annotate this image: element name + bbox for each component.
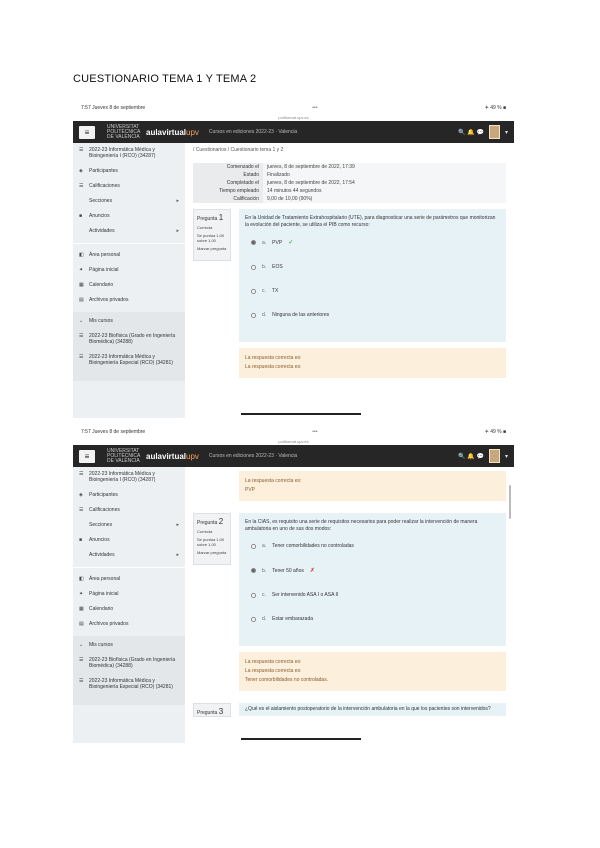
sidebar-course-item[interactable]: [79, 333, 179, 345]
course-item-label: 2022-23 Biofísica (Grado en Ingeniería Biomédica) (34288): [89, 657, 176, 669]
question-label: Pregunta: [197, 216, 218, 222]
sidebar-item-label: Calificaciones: [89, 507, 120, 513]
brand-name: aulavirtual: [146, 451, 187, 461]
sidebar-course-item[interactable]: [79, 678, 179, 690]
sidebar-course-item[interactable]: [79, 354, 179, 366]
sidebar-course-item[interactable]: [79, 657, 179, 669]
chevron-right-icon: ▸: [176, 552, 179, 558]
answer-option[interactable]: [245, 567, 500, 574]
summary-value: 9,00 de 10,00 (90%): [263, 195, 506, 203]
answer-option[interactable]: [245, 312, 500, 318]
option-letter: c.: [262, 288, 266, 294]
calendar-icon: ▦: [79, 606, 84, 612]
question-number: [197, 213, 227, 222]
summary-row: [193, 171, 506, 179]
summary-key: Completado el: [193, 179, 263, 187]
my-courses-label: Mis cursos: [89, 318, 113, 324]
sidebar-item-label: Calendario: [89, 606, 114, 612]
university-logo[interactable]: UNIVERSITAT POLITÈCNICA DE VALÈNCIA: [107, 447, 141, 464]
sidebar-item-label: Página inicial: [89, 267, 119, 273]
status-dots: •••: [312, 429, 318, 435]
flag-question-link[interactable]: Marcar pregunta: [197, 550, 227, 555]
question-text: ¿Qué es el aislamiento postoperatorio de la intervención ambulatoria en la que los pacientes son intervenidos?: [245, 706, 491, 712]
option-letter: d.: [262, 312, 267, 318]
grades-icon: ☰: [79, 183, 84, 189]
answer-option[interactable]: [245, 264, 500, 270]
feedback-line: PVP: [245, 487, 256, 493]
course-item-label: 2022-23 Informática Médica y Bioingeniería Especial (RCO) (34281): [89, 354, 173, 366]
option-text: Tener 50 años: [272, 567, 304, 574]
chevron-right-icon: ▸: [176, 198, 179, 204]
question-label: Pregunta: [197, 520, 218, 526]
chevron-right-icon: ▸: [176, 228, 179, 234]
sidebar: [73, 143, 185, 418]
feedback-line: La respuesta correcta es:: [245, 478, 302, 484]
option-text: Estar embarazada: [272, 616, 314, 622]
summary-value: jueves, 8 de septiembre de 2022, 17:54: [263, 179, 506, 187]
sidebar-item-label: Secciones: [89, 522, 113, 528]
sidebar-course-label: 2022-23 Informática Médica y Bioingeniería I (RCO) (34287): [89, 147, 156, 159]
question-number: [197, 517, 227, 526]
status-dots: •••: [312, 105, 318, 111]
sidebar-item-area-personal[interactable]: [79, 252, 179, 258]
question-number-value: 3: [218, 707, 224, 716]
sidebar-item-label: Secciones: [89, 198, 113, 204]
chevron-right-icon: ▸: [176, 522, 179, 528]
radio-button[interactable]: [251, 593, 256, 598]
question-body: [239, 209, 506, 378]
option-letter: a.: [262, 543, 267, 549]
summary-key: Estado: [193, 171, 263, 179]
sidebar-item-secciones[interactable]: [79, 198, 179, 204]
summary-value: 14 minutos 44 segundos: [263, 187, 506, 195]
summary-key: Tiempo empleado: [193, 187, 263, 195]
feedback-line: La respuesta correcta es:: [245, 668, 302, 674]
sidebar-item-label: Área personal: [89, 252, 121, 258]
sidebar-item-label: Archivos privados: [89, 621, 129, 627]
url-bar[interactable]: poliformat.upv.es: [278, 439, 309, 444]
my-courses-toggle[interactable]: [79, 642, 179, 648]
dashboard-icon: ◧: [79, 252, 84, 258]
option-letter: d.: [262, 616, 267, 622]
sidebar-item-area-personal[interactable]: [79, 576, 179, 582]
question-block: [193, 209, 506, 378]
question-state: Correcta: [197, 529, 213, 534]
course-icon: ☰: [79, 471, 84, 477]
sidebar-item-label: Calendario: [89, 282, 114, 288]
document-title: CUESTIONARIO TEMA 1 Y TEMA 2: [73, 73, 257, 85]
question-body: [239, 513, 506, 691]
top-icons: [458, 125, 508, 139]
screenshot-1: [73, 101, 514, 418]
main-content: [185, 467, 514, 743]
screenshot-2: [73, 425, 514, 743]
my-courses-block: [73, 636, 185, 705]
question-score: Se puntúa 1,00 sobre 1,00: [197, 233, 225, 243]
radio-button[interactable]: [251, 568, 256, 573]
avatar[interactable]: [489, 125, 500, 139]
chevron-down-icon: ⌄: [79, 318, 84, 324]
sidebar-item-calendario[interactable]: [79, 282, 179, 288]
brand-suffix: upv: [186, 451, 199, 461]
question-number-value: 2: [218, 517, 224, 526]
option-text: Ninguna de las anteriores: [272, 312, 330, 318]
option-text: Tener comorbilidades no controladas: [272, 543, 354, 549]
radio-button[interactable]: [251, 617, 256, 622]
grades-icon: ☰: [79, 507, 84, 513]
question-content: [239, 209, 506, 342]
sidebar-item-label: Área personal: [89, 576, 121, 582]
chevron-down-icon[interactable]: ▾: [504, 129, 508, 136]
previous-feedback-box: [239, 471, 506, 501]
my-courses-label: Mis cursos: [89, 642, 113, 648]
option-letter: b.: [262, 567, 267, 574]
sidebar-item-calificaciones[interactable]: [79, 507, 179, 513]
feedback-box: [239, 652, 506, 691]
brand-logo[interactable]: [146, 452, 199, 461]
option-text: TX: [271, 288, 279, 294]
status-bar: [73, 101, 514, 115]
sidebar-item-participantes[interactable]: [79, 168, 179, 174]
top-navbar: [73, 445, 514, 467]
option-text: Ser intervenido ASA I o ASA II: [271, 592, 339, 598]
answer-option[interactable]: [245, 239, 500, 246]
feedback-line: Tener comorbilidades no controladas.: [245, 677, 329, 683]
feedback-line: La respuesta correcta es:: [245, 659, 302, 665]
avatar[interactable]: [489, 449, 500, 463]
main-content: [185, 143, 514, 418]
summary-key: Comenzado el: [193, 163, 263, 171]
question-body: [239, 703, 506, 717]
status-battery: ✈ 49 % ■: [484, 105, 506, 111]
question-number-value: 1: [218, 213, 224, 222]
sidebar-item-secciones[interactable]: [79, 522, 179, 528]
question-text: En la Unidad de Tratamiento Extrahospitalario (UTE), para diagnosticar una serie de parámetros que monitorizan la evolución del paciente, se utiliza el PIB como recurso:: [245, 215, 496, 228]
status-time: 7:57 Jueves 8 de septiembre: [81, 429, 146, 435]
sidebar-divider: [73, 567, 185, 568]
search-bell-message-icon[interactable]: 🔍 🔔 💬: [458, 129, 484, 136]
answer-option[interactable]: [245, 543, 500, 549]
menu-button[interactable]: ≡: [79, 126, 95, 139]
sidebar-item-archivos[interactable]: [79, 297, 179, 303]
question-state: Correcta: [197, 225, 213, 230]
quiz-summary-table: [193, 163, 506, 203]
users-icon: ◈: [79, 168, 83, 174]
course-item-label: 2022-23 Biofísica (Grado en Ingeniería Biomédica) (34288): [89, 333, 176, 345]
flag-question-link[interactable]: Marcar pregunta: [197, 246, 227, 251]
feedback-line: La respuesta correcta es:: [245, 364, 302, 370]
answer-option[interactable]: [245, 616, 500, 622]
question-block: [193, 513, 506, 691]
option-text: EOS: [272, 264, 283, 270]
sidebar-item-label: Actividades: [89, 552, 115, 558]
sidebar-item-actividades[interactable]: [79, 228, 179, 234]
radio-button[interactable]: [251, 289, 256, 294]
sidebar-item-pagina-inicial[interactable]: [79, 267, 179, 273]
next-question-block: [193, 703, 506, 717]
question-info: [193, 209, 231, 261]
option-letter: c.: [262, 592, 266, 598]
menu-button[interactable]: ≡: [79, 450, 95, 463]
sidebar-item-label: Actividades: [89, 228, 115, 234]
brand-name: aulavirtual: [146, 127, 187, 137]
course-icon: ☰: [79, 657, 84, 663]
users-icon: ◈: [79, 492, 83, 498]
course-icon: ☰: [79, 333, 84, 339]
check-icon: ✓: [288, 240, 294, 246]
summary-value: jueves, 8 de septiembre de 2022, 17:39: [263, 163, 506, 171]
radio-button[interactable]: [251, 313, 256, 318]
handwritten-underline: [241, 738, 361, 740]
question-text: En la CIAS, es requisito una serie de requisitos necesarios para poder realizar la intervención de manera ambulatoria en uno de sus dos modos:: [245, 519, 478, 532]
sidebar-course-label: 2022-23 Informática Médica y Bioingeniería I (RCO) (34287): [89, 471, 156, 483]
url-bar[interactable]: poliformat.upv.es: [278, 115, 309, 120]
course-selector[interactable]: Cursos en ediciones 2022-23 · Valencia: [208, 453, 298, 459]
summary-key: Calificación: [193, 195, 263, 203]
question-score: Se puntúa 1,00 sobre 1,00: [197, 537, 225, 547]
search-bell-message-icon[interactable]: 🔍 🔔 💬: [458, 453, 484, 460]
files-icon: ▤: [79, 621, 84, 627]
question-info: [193, 703, 231, 717]
breadcrumb[interactable]: / Cuestionarios / Cuestionario tema 1 y 2: [193, 147, 284, 153]
course-icon: ☰: [79, 678, 84, 684]
handwritten-underline: [241, 413, 361, 415]
summary-row: [193, 163, 506, 171]
brand-suffix: upv: [186, 127, 199, 137]
question-content: [239, 513, 506, 646]
chevron-down-icon: ⌄: [79, 642, 84, 648]
home-icon: ✦: [79, 267, 84, 273]
sidebar-item-calificaciones[interactable]: [79, 183, 179, 189]
scrollbar[interactable]: [509, 485, 511, 519]
sidebar-item-label: Anuncios: [89, 213, 110, 219]
sidebar-item-actividades[interactable]: [79, 552, 179, 558]
university-logo[interactable]: UNIVERSITAT POLITÈCNICA DE VALÈNCIA: [107, 123, 141, 140]
sidebar-course[interactable]: [79, 471, 179, 483]
my-courses-toggle[interactable]: [79, 318, 179, 324]
question-label: Pregunta: [197, 710, 218, 716]
course-icon: ☰: [79, 147, 84, 153]
sidebar-divider: [73, 243, 185, 244]
sidebar-item-label: Calificaciones: [89, 183, 120, 189]
sidebar-item-anuncios[interactable]: [79, 537, 179, 543]
feedback-line: La respuesta correcta es:: [245, 355, 302, 361]
sidebar-item-label: Anuncios: [89, 537, 110, 543]
radio-button[interactable]: [251, 544, 256, 549]
radio-button[interactable]: [251, 265, 256, 270]
question-info: [193, 513, 231, 565]
sidebar-course[interactable]: [79, 147, 179, 159]
summary-row: [193, 179, 506, 187]
option-letter: b.: [262, 264, 267, 270]
sidebar: [73, 467, 185, 743]
status-time: 7:57 Jueves 8 de septiembre: [81, 105, 146, 111]
files-icon: ▤: [79, 297, 84, 303]
option-letter: a.: [262, 239, 267, 246]
brand-logo[interactable]: [146, 128, 199, 137]
cross-icon: ✗: [309, 568, 315, 574]
announcements-icon: ■: [79, 537, 83, 543]
announcements-icon: ■: [79, 213, 83, 219]
question-number: [197, 707, 227, 716]
dashboard-icon: ◧: [79, 576, 84, 582]
sidebar-item-pagina-inicial[interactable]: [79, 591, 179, 597]
course-item-label: 2022-23 Informática Médica y Bioingeniería Especial (RCO) (34281): [89, 678, 173, 690]
status-battery: ✈ 49 % ■: [484, 429, 506, 435]
sidebar-item-participantes[interactable]: [79, 492, 179, 498]
status-bar: [73, 425, 514, 439]
sidebar-item-label: Archivos privados: [89, 297, 129, 303]
top-navbar: [73, 121, 514, 143]
summary-row: [193, 187, 506, 195]
answer-option[interactable]: [245, 592, 500, 598]
summary-value: Finalizado: [263, 171, 506, 179]
feedback-box: [239, 348, 506, 378]
chevron-down-icon[interactable]: ▾: [504, 453, 508, 460]
course-selector[interactable]: Cursos en ediciones 2022-23 · Valencia: [208, 129, 298, 135]
radio-button[interactable]: [251, 240, 256, 245]
question-content: [239, 703, 506, 716]
option-text: PVP: [272, 239, 283, 246]
summary-row: [193, 195, 506, 203]
calendar-icon: ▦: [79, 282, 84, 288]
sidebar-item-label: Participantes: [89, 168, 118, 174]
sidebar-item-label: Página inicial: [89, 591, 119, 597]
sidebar-item-calendario[interactable]: [79, 606, 179, 612]
answer-option[interactable]: [245, 288, 500, 294]
sidebar-item-archivos[interactable]: [79, 621, 179, 627]
my-courses-block: [73, 312, 185, 381]
home-icon: ✦: [79, 591, 84, 597]
sidebar-item-anuncios[interactable]: [79, 213, 179, 219]
course-icon: ☰: [79, 354, 84, 360]
sidebar-item-label: Participantes: [89, 492, 118, 498]
top-icons: [458, 449, 508, 463]
